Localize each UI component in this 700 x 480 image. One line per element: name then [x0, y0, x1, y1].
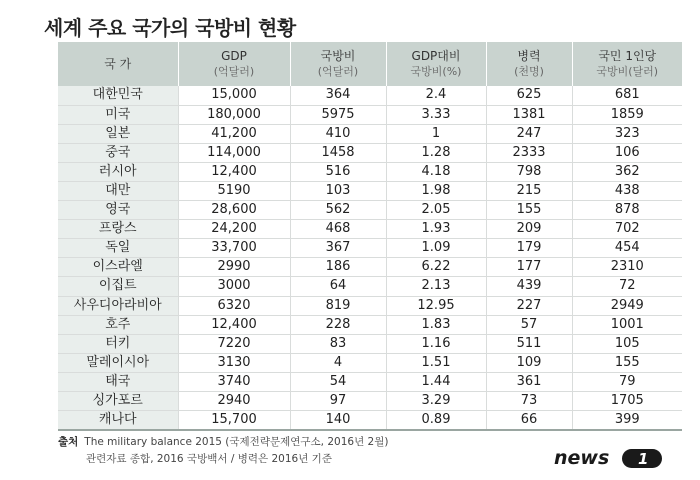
cell-per-capita: 323 [572, 124, 682, 143]
cell-gdp-ratio: 1.51 [386, 353, 486, 372]
cell-gdp: 6320 [178, 296, 290, 315]
table-row [58, 411, 682, 431]
cell-gdp-ratio: 2.4 [386, 86, 486, 105]
cell-per-capita: 155 [572, 353, 682, 372]
cell-country: 프랑스 [58, 220, 178, 239]
cell-country: 미국 [58, 105, 178, 124]
header-gdp-ratio: GDP대비 국방비(%) [386, 42, 486, 86]
cell-country: 태국 [58, 372, 178, 391]
cell-per-capita: 399 [572, 411, 682, 431]
cell-country: 영국 [58, 201, 178, 220]
cell-defense-budget: 364 [290, 86, 386, 105]
cell-troops: 215 [486, 181, 572, 200]
header-gdp: GDP (억달러) [178, 42, 290, 86]
logo-number: 1 [638, 450, 649, 468]
cell-defense-budget: 228 [290, 315, 386, 334]
cell-per-capita: 681 [572, 86, 682, 105]
cell-defense-budget: 64 [290, 277, 386, 296]
cell-per-capita: 878 [572, 201, 682, 220]
cell-gdp: 12,400 [178, 315, 290, 334]
cell-per-capita: 105 [572, 334, 682, 353]
cell-country: 터키 [58, 334, 178, 353]
table-row [58, 392, 682, 411]
cell-gdp-ratio: 6.22 [386, 258, 486, 277]
table-row [58, 296, 682, 315]
cell-gdp: 3740 [178, 372, 290, 391]
page-title: 세계 주요 국가의 국방비 현황 [44, 16, 296, 40]
cell-troops: 511 [486, 334, 572, 353]
cell-per-capita: 1705 [572, 392, 682, 411]
cell-gdp: 5190 [178, 181, 290, 200]
cell-country: 독일 [58, 239, 178, 258]
cell-defense-budget: 103 [290, 181, 386, 200]
cell-per-capita: 454 [572, 239, 682, 258]
cell-gdp: 24,200 [178, 220, 290, 239]
cell-defense-budget: 410 [290, 124, 386, 143]
header-defense-budget: 국방비 (억달러) [290, 42, 386, 86]
cell-defense-budget: 54 [290, 372, 386, 391]
cell-gdp-ratio: 1.28 [386, 143, 486, 162]
cell-per-capita: 79 [572, 372, 682, 391]
header-troops: 병력 (천명) [486, 42, 572, 86]
cell-gdp: 114,000 [178, 143, 290, 162]
cell-gdp-ratio: 3.33 [386, 105, 486, 124]
cell-defense-budget: 562 [290, 201, 386, 220]
cell-country: 사우디아라비아 [58, 296, 178, 315]
table-body [58, 86, 682, 430]
cell-defense-budget: 468 [290, 220, 386, 239]
cell-per-capita: 72 [572, 277, 682, 296]
defense-budget-table [58, 42, 682, 431]
cell-country: 대만 [58, 181, 178, 200]
cell-troops: 247 [486, 124, 572, 143]
cell-gdp: 2990 [178, 258, 290, 277]
cell-gdp-ratio: 2.05 [386, 201, 486, 220]
cell-per-capita: 106 [572, 143, 682, 162]
cell-per-capita: 1859 [572, 105, 682, 124]
cell-country: 이집트 [58, 277, 178, 296]
cell-defense-budget: 186 [290, 258, 386, 277]
cell-defense-budget: 5975 [290, 105, 386, 124]
cell-troops: 109 [486, 353, 572, 372]
cell-troops: 361 [486, 372, 572, 391]
cell-troops: 1381 [486, 105, 572, 124]
table-header [58, 42, 682, 86]
table-row [58, 181, 682, 200]
table-row [58, 239, 682, 258]
cell-gdp-ratio: 2.13 [386, 277, 486, 296]
table-row [58, 105, 682, 124]
cell-gdp-ratio: 0.89 [386, 411, 486, 431]
cell-country: 싱가포르 [58, 392, 178, 411]
news1-logo [552, 447, 670, 469]
cell-troops: 73 [486, 392, 572, 411]
cell-troops: 439 [486, 277, 572, 296]
cell-gdp: 7220 [178, 334, 290, 353]
cell-country: 호주 [58, 315, 178, 334]
table-row [58, 162, 682, 181]
cell-gdp: 41,200 [178, 124, 290, 143]
cell-per-capita: 1001 [572, 315, 682, 334]
cell-gdp: 12,400 [178, 162, 290, 181]
cell-country: 일본 [58, 124, 178, 143]
cell-troops: 2333 [486, 143, 572, 162]
cell-gdp-ratio: 1.09 [386, 239, 486, 258]
cell-gdp: 3000 [178, 277, 290, 296]
table-row [58, 258, 682, 277]
cell-gdp: 15,000 [178, 86, 290, 105]
cell-country: 대한민국 [58, 86, 178, 105]
cell-country: 말레이시아 [58, 353, 178, 372]
source-note [58, 434, 388, 468]
header-row [58, 42, 682, 86]
cell-troops: 177 [486, 258, 572, 277]
table-row [58, 124, 682, 143]
table-row [58, 372, 682, 391]
cell-gdp: 180,000 [178, 105, 290, 124]
cell-gdp-ratio: 1.44 [386, 372, 486, 391]
cell-gdp-ratio: 12.95 [386, 296, 486, 315]
cell-gdp: 28,600 [178, 201, 290, 220]
cell-defense-budget: 819 [290, 296, 386, 315]
cell-gdp-ratio: 1.83 [386, 315, 486, 334]
cell-troops: 155 [486, 201, 572, 220]
cell-gdp: 15,700 [178, 411, 290, 431]
table-row [58, 277, 682, 296]
cell-gdp: 3130 [178, 353, 290, 372]
source-line-1: 출처 The military balance 2015 (국제전략문제연구소, 2016년 2월) [58, 436, 389, 448]
cell-gdp-ratio: 3.29 [386, 392, 486, 411]
cell-defense-budget: 140 [290, 411, 386, 431]
cell-troops: 209 [486, 220, 572, 239]
cell-country: 캐나다 [58, 411, 178, 431]
cell-defense-budget: 1458 [290, 143, 386, 162]
table-row [58, 143, 682, 162]
cell-per-capita: 702 [572, 220, 682, 239]
header-per-capita: 국민 1인당 국방비(달러) [572, 42, 682, 86]
cell-gdp-ratio: 1.16 [386, 334, 486, 353]
cell-troops: 66 [486, 411, 572, 431]
cell-troops: 227 [486, 296, 572, 315]
table-row [58, 315, 682, 334]
table-row [58, 220, 682, 239]
cell-gdp-ratio: 1.93 [386, 220, 486, 239]
cell-defense-budget: 516 [290, 162, 386, 181]
cell-troops: 57 [486, 315, 572, 334]
cell-defense-budget: 83 [290, 334, 386, 353]
cell-per-capita: 2949 [572, 296, 682, 315]
cell-defense-budget: 97 [290, 392, 386, 411]
source-line-2: 관련자료 종합, 2016 국방백서 / 병력은 2016년 기준 [86, 453, 332, 465]
cell-troops: 798 [486, 162, 572, 181]
cell-gdp-ratio: 1 [386, 124, 486, 143]
cell-defense-budget: 367 [290, 239, 386, 258]
header-country: 국 가 [104, 57, 132, 71]
cell-per-capita: 362 [572, 162, 682, 181]
cell-troops: 179 [486, 239, 572, 258]
cell-country: 러시아 [58, 162, 178, 181]
table-row [58, 86, 682, 105]
table-row [58, 201, 682, 220]
cell-country: 이스라엘 [58, 258, 178, 277]
cell-gdp-ratio: 1.98 [386, 181, 486, 200]
cell-gdp: 2940 [178, 392, 290, 411]
table-row [58, 353, 682, 372]
cell-per-capita: 2310 [572, 258, 682, 277]
logo-text: news [554, 447, 610, 469]
cell-troops: 625 [486, 86, 572, 105]
cell-country: 중국 [58, 143, 178, 162]
cell-gdp: 33,700 [178, 239, 290, 258]
cell-gdp-ratio: 4.18 [386, 162, 486, 181]
table-row [58, 334, 682, 353]
cell-per-capita: 438 [572, 181, 682, 200]
cell-defense-budget: 4 [290, 353, 386, 372]
